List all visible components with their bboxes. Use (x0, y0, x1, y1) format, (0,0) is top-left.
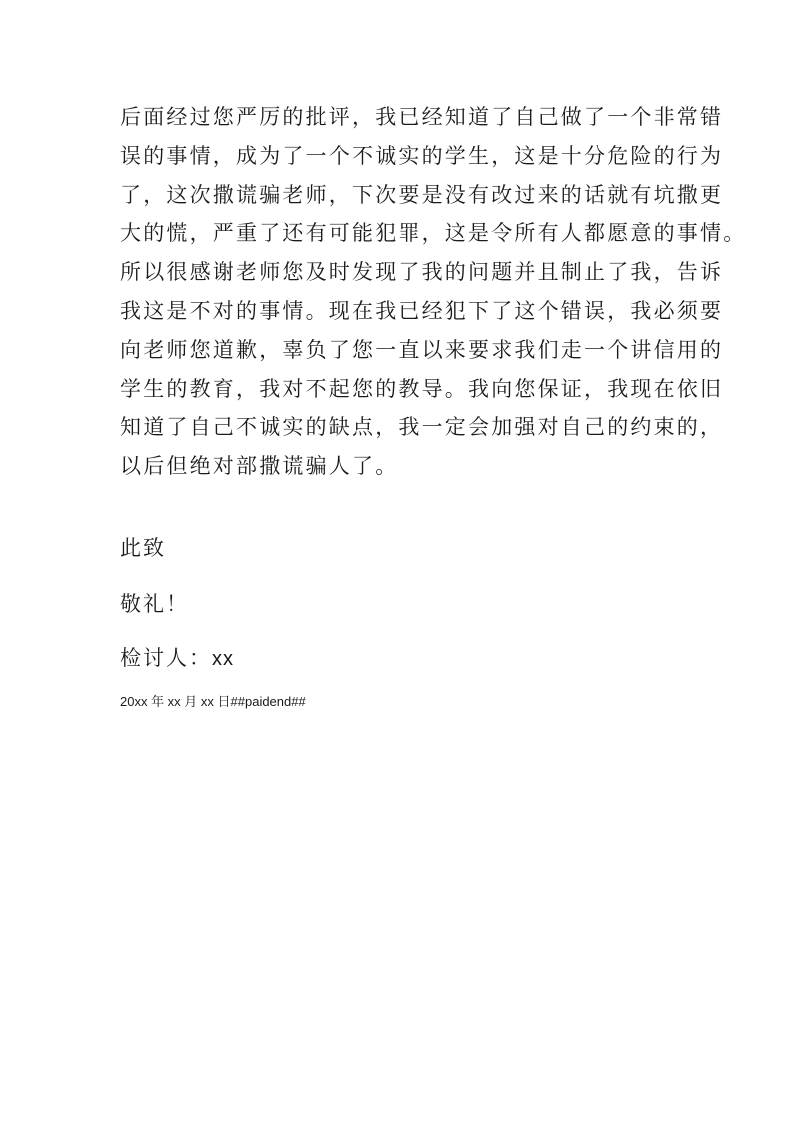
paragraph-line: 向老师您道歉，辜负了您一直以来要求我们走一个讲信用的 (120, 337, 724, 362)
signer-label: 检讨人： (120, 646, 212, 670)
paragraph-line: 误的事情，成为了一个不诚实的学生，这是十分危险的行为 (120, 143, 724, 168)
paragraph-line: 了，这次撒谎骗老师，下次要是没有改过来的话就有坑撒更 (120, 182, 724, 207)
paragraph-line: 大的慌，严重了还有可能犯罪，这是令所有人都愿意的事情。 (120, 221, 747, 246)
paragraph-line: 我这是不对的事情。现在我已经犯下了这个错误，我必须要 (120, 298, 724, 323)
paragraph-line: 知道了自己不诚实的缺点，我一定会加强对自己的约束的， (120, 415, 724, 440)
paragraph-line: 以后但绝对部撒谎骗人了。 (120, 454, 399, 479)
signer-name: xx (212, 648, 234, 670)
closing-salutation: 此致 (120, 536, 166, 560)
signature-line (120, 643, 234, 674)
closing-regards: 敬礼！ (120, 592, 189, 616)
date-line: 20xx 年 xx 月 xx 日##paidend## (120, 694, 306, 709)
body-paragraph (120, 98, 747, 486)
paragraph-line: 后面经过您严厉的批评，我已经知道了自己做了一个非常错 (120, 105, 724, 129)
paragraph-line: 学生的教育，我对不起您的教导。我向您保证，我现在依旧 (120, 376, 724, 401)
paragraph-line: 所以很感谢老师您及时发现了我的问题并且制止了我，告诉 (120, 260, 724, 285)
